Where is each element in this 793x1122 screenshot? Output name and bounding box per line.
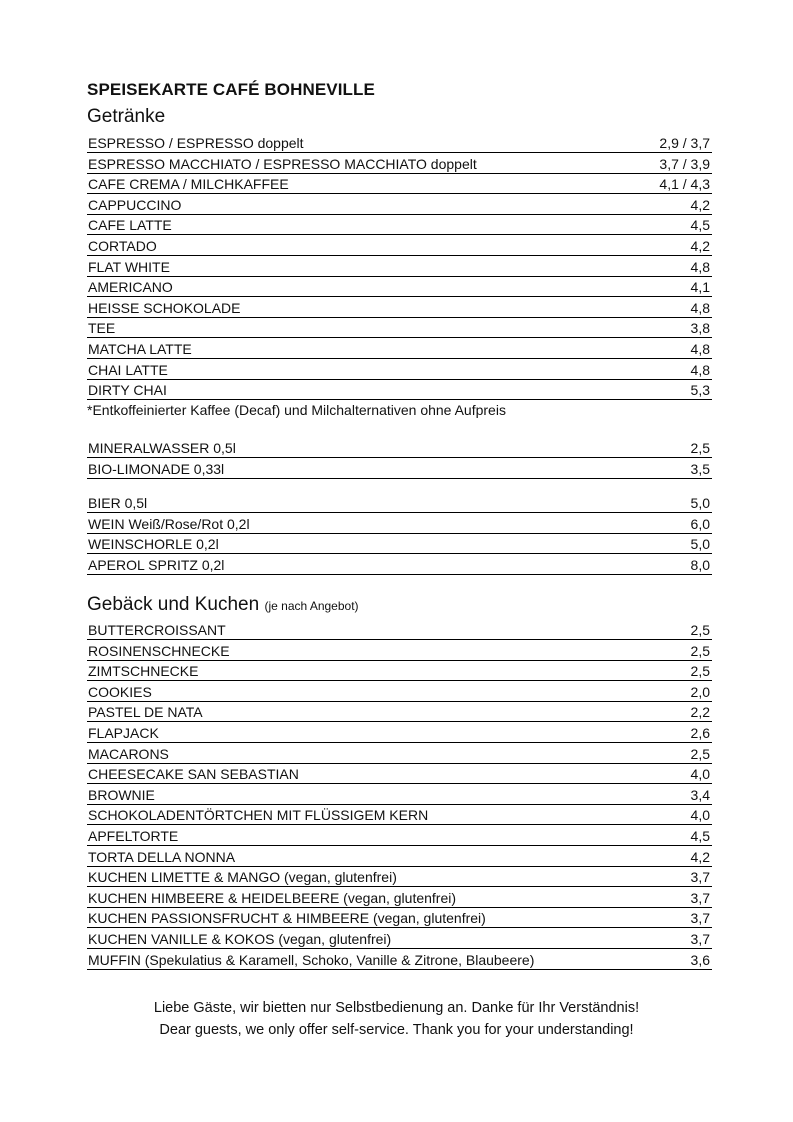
item-name: CAFE LATTE bbox=[88, 217, 172, 234]
item-price: 3,7 bbox=[690, 931, 710, 947]
item-price: 3,5 bbox=[690, 460, 710, 477]
item-price: 3,8 bbox=[690, 320, 710, 337]
menu-row bbox=[87, 888, 712, 908]
menu-row bbox=[87, 534, 712, 554]
menu-row bbox=[87, 785, 712, 805]
item-name: MATCHA LATTE bbox=[88, 341, 192, 357]
item-price: 4,8 bbox=[690, 299, 710, 316]
menu-row bbox=[87, 360, 712, 380]
menu-row bbox=[87, 641, 712, 661]
closing-line-en: Dear guests, we only offer self-service. Thank you for your understanding! bbox=[159, 1022, 634, 1038]
pastries-heading bbox=[87, 594, 359, 616]
item-price: 5,0 bbox=[690, 495, 710, 511]
item-price: 5,0 bbox=[690, 536, 710, 553]
item-price: 2,2 bbox=[690, 704, 710, 721]
menu-row bbox=[87, 929, 712, 949]
menu-title: SPEISEKARTE CAFÉ BOHNEVILLE bbox=[87, 80, 375, 99]
pastries-heading-text: Gebäck und Kuchen bbox=[87, 594, 260, 615]
item-name: MUFFIN (Spekulatius & Karamell, Schoko, Vanille & Zitrone, Blaubeere) bbox=[88, 951, 535, 968]
item-name: ZIMTSCHNECKE bbox=[88, 663, 199, 680]
item-name: TEE bbox=[88, 320, 116, 337]
menu-row bbox=[87, 908, 712, 928]
item-price: 2,0 bbox=[690, 683, 710, 700]
menu-row bbox=[87, 555, 712, 575]
menu-row bbox=[87, 764, 712, 784]
item-price: 3,7 / 3,9 bbox=[659, 155, 710, 172]
item-name: CHEESECAKE SAN SEBASTIAN bbox=[88, 766, 299, 783]
decaf-footnote: *Entkoffeinierter Kaffee (Decaf) und Milchalternativen ohne Aufpreis bbox=[87, 402, 506, 418]
item-name: KUCHEN PASSIONSFRUCHT & HIMBEERE (vegan, glutenfrei) bbox=[88, 910, 486, 927]
closing-line-de: Liebe Gäste, wir bietten nur Selbstbedienung an. Danke für Ihr Verständnis! bbox=[153, 1000, 640, 1016]
item-price: 2,9 / 3,7 bbox=[659, 135, 710, 151]
menu-row bbox=[87, 133, 712, 153]
menu-row bbox=[87, 438, 712, 458]
menu-row bbox=[87, 702, 712, 722]
item-name: MACARONS bbox=[88, 745, 169, 762]
item-name: CHAI LATTE bbox=[88, 361, 168, 378]
item-name: SCHOKOLADENTÖRTCHEN MIT FLÜSSIGEM KERN bbox=[88, 807, 429, 824]
menu-row bbox=[87, 318, 712, 338]
item-name: ESPRESSO MACCHIATO / ESPRESSO MACCHIATO doppelt bbox=[88, 155, 477, 172]
item-name: AMERICANO bbox=[88, 279, 173, 296]
menu-row bbox=[87, 174, 712, 194]
item-name: FLAT WHITE bbox=[88, 258, 170, 275]
menu-row bbox=[87, 257, 712, 277]
item-name: HEISSE SCHOKOLADE bbox=[88, 299, 241, 316]
item-name: WEIN Weiß/Rose/Rot 0,2l bbox=[88, 515, 250, 532]
item-price: 3,6 bbox=[690, 951, 710, 968]
item-price: 2,5 bbox=[690, 642, 710, 659]
menu-row bbox=[87, 195, 712, 215]
item-price: 4,1 bbox=[690, 279, 710, 296]
menu-row bbox=[87, 867, 712, 887]
item-price: 2,6 bbox=[690, 725, 710, 741]
menu-row bbox=[87, 339, 712, 359]
item-name: BROWNIE bbox=[88, 786, 155, 803]
item-name: DIRTY CHAI bbox=[88, 382, 167, 399]
item-name: KUCHEN LIMETTE & MANGO (vegan, glutenfrei) bbox=[88, 869, 397, 886]
item-name: PASTEL DE NATA bbox=[88, 704, 203, 721]
item-price: 4,5 bbox=[690, 217, 710, 234]
item-price: 2,5 bbox=[690, 622, 710, 638]
item-price: 4,8 bbox=[690, 258, 710, 275]
item-price: 4,0 bbox=[690, 807, 710, 824]
item-price: 4,2 bbox=[690, 848, 710, 865]
item-name: APFELTORTE bbox=[88, 828, 179, 844]
menu-row bbox=[87, 514, 712, 534]
item-price: 2,5 bbox=[690, 440, 710, 456]
item-price: 2,5 bbox=[690, 745, 710, 762]
item-price: 4,5 bbox=[690, 828, 710, 844]
item-price: 3,7 bbox=[690, 869, 710, 886]
item-price: 6,0 bbox=[690, 515, 710, 532]
item-price: 4,2 bbox=[690, 196, 710, 213]
item-price: 2,5 bbox=[690, 663, 710, 680]
drinks-heading: Getränke bbox=[87, 106, 166, 127]
menu-row bbox=[87, 723, 712, 743]
item-price: 4,8 bbox=[690, 341, 710, 357]
item-name: TORTA DELLA NONNA bbox=[88, 848, 236, 865]
menu-row bbox=[87, 298, 712, 318]
item-price: 3,4 bbox=[690, 786, 710, 803]
item-name: CAPPUCCINO bbox=[88, 196, 182, 213]
menu-row bbox=[87, 459, 712, 479]
menu-row bbox=[87, 215, 712, 235]
item-price: 8,0 bbox=[690, 556, 710, 573]
item-name: BUTTERCROISSANT bbox=[88, 622, 226, 638]
item-name: ROSINENSCHNECKE bbox=[88, 642, 230, 659]
item-name: CORTADO bbox=[88, 238, 157, 254]
item-name: WEINSCHORLE 0,2l bbox=[88, 536, 219, 553]
menu-row bbox=[87, 950, 712, 970]
item-name: APEROL SPRITZ 0,2l bbox=[88, 556, 225, 573]
menu-row bbox=[87, 826, 712, 846]
menu-row bbox=[87, 493, 712, 513]
menu-row bbox=[87, 805, 712, 825]
menu-row bbox=[87, 277, 712, 297]
item-name: CAFE CREMA / MILCHKAFFEE bbox=[88, 176, 289, 193]
item-name: BIER 0,5l bbox=[88, 495, 148, 511]
item-price: 4,2 bbox=[690, 238, 710, 254]
item-name: KUCHEN HIMBEERE & HEIDELBEERE (vegan, glutenfrei) bbox=[88, 889, 457, 906]
menu-row bbox=[87, 154, 712, 174]
menu-row bbox=[87, 847, 712, 867]
item-price: 3,7 bbox=[690, 910, 710, 927]
item-name: FLAPJACK bbox=[88, 725, 159, 741]
menu-row bbox=[87, 620, 712, 640]
item-price: 4,1 / 4,3 bbox=[659, 176, 710, 193]
menu-row bbox=[87, 744, 712, 764]
item-name: KUCHEN VANILLE & KOKOS (vegan, glutenfrei) bbox=[88, 931, 392, 947]
menu-row bbox=[87, 236, 712, 256]
item-name: COOKIES bbox=[88, 683, 152, 700]
item-price: 4,8 bbox=[690, 361, 710, 378]
item-name: ESPRESSO / ESPRESSO doppelt bbox=[88, 135, 304, 151]
item-name: BIO-LIMONADE 0,33l bbox=[88, 460, 225, 477]
pastries-heading-note: (je nach Angebot) bbox=[264, 599, 359, 613]
menu-row bbox=[87, 380, 712, 400]
item-name: MINERALWASSER 0,5l bbox=[88, 440, 236, 456]
menu-row bbox=[87, 661, 712, 681]
menu-row bbox=[87, 682, 712, 702]
item-price: 4,0 bbox=[690, 766, 710, 783]
item-price: 3,7 bbox=[690, 889, 710, 906]
item-price: 5,3 bbox=[690, 382, 710, 399]
